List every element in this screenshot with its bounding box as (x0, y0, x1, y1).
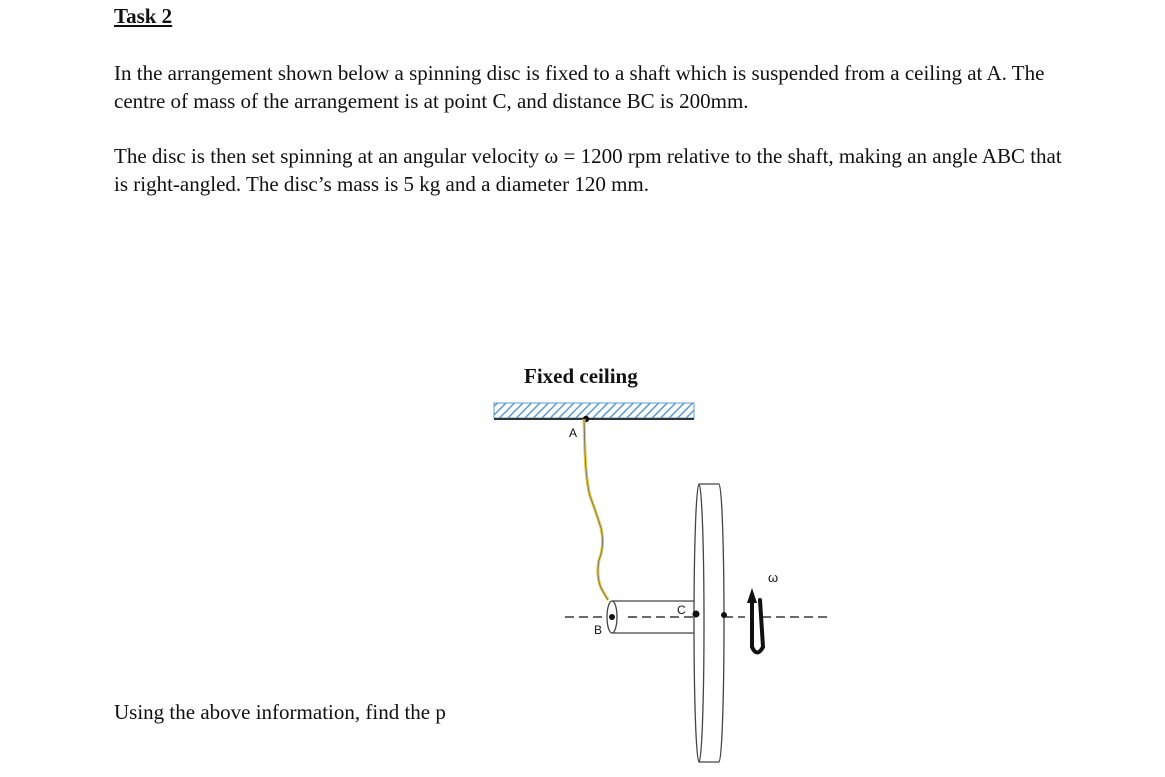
fixed-ceiling (494, 403, 694, 419)
spin-paragraph: The disc is then set spinning at an angular velocity ω = 1200 rpm relative to the shaft, making an angle ABC that is right-angled. The disc’s mass is 5 kg and a diameter 120 mm. (114, 144, 1062, 196)
point-b-marker (609, 614, 615, 620)
task-title: Task 2 (114, 4, 173, 28)
point-c-marker (693, 611, 700, 618)
spinning-disc (694, 484, 724, 762)
ceiling-label: Fixed ceiling (524, 364, 638, 388)
intro-paragraph: In the arrangement shown below a spinning disc is fixed to a shaft which is suspended from a ceiling at A. The centre of mass of the arrangement is at point C, and distance BC is 200mm. (114, 61, 1045, 113)
point-a-label: A (569, 426, 578, 440)
rotation-arrow-icon (747, 588, 763, 653)
disc-center-marker (721, 612, 727, 618)
omega-label: ω (768, 570, 779, 585)
point-c-label: C (677, 603, 686, 617)
suspension-string (584, 419, 608, 600)
question-text: Using the above information, find the p (114, 700, 446, 724)
point-b-label: B (594, 623, 603, 637)
